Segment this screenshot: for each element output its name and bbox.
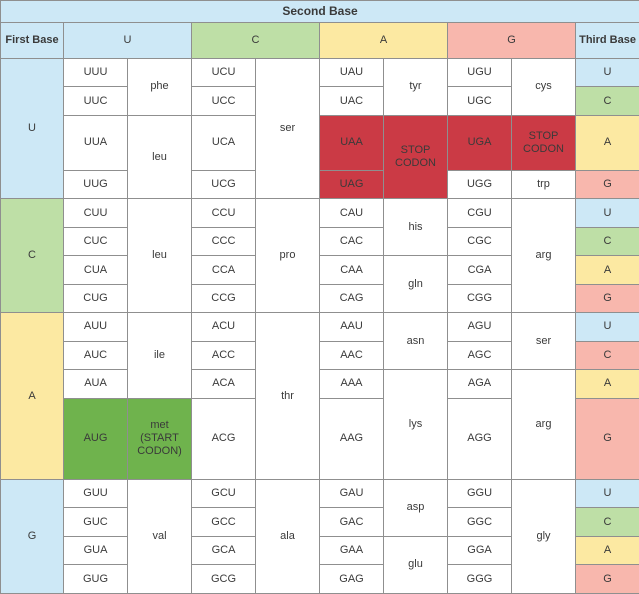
codon-table-body bbox=[1, 59, 639, 594]
amino-acid-cell: asp bbox=[384, 479, 448, 536]
amino-acid-cell: ser bbox=[512, 313, 576, 370]
codon-cell: AGG bbox=[448, 398, 512, 479]
codon-cell: AGC bbox=[448, 341, 512, 369]
codon-cell: AAG bbox=[320, 398, 384, 479]
codon-cell: UUU bbox=[64, 59, 128, 87]
third-base-cell: A bbox=[576, 370, 639, 398]
first-base-cell: U bbox=[1, 59, 64, 199]
codon-cell: ACC bbox=[192, 341, 256, 369]
column-header-row bbox=[1, 23, 639, 59]
codon-cell: GGG bbox=[448, 565, 512, 594]
third-base-cell: U bbox=[576, 59, 639, 87]
third-base-cell: A bbox=[576, 536, 639, 564]
codon-cell: GAA bbox=[320, 536, 384, 564]
third-base-cell: C bbox=[576, 341, 639, 369]
amino-acid-cell: met (START CODON) bbox=[128, 398, 192, 479]
codon-cell: GUG bbox=[64, 565, 128, 594]
codon-cell: AAA bbox=[320, 370, 384, 398]
codon-row bbox=[1, 199, 639, 227]
amino-acid-cell: leu bbox=[128, 199, 192, 313]
amino-acid-cell: val bbox=[128, 479, 192, 593]
codon-cell: AGU bbox=[448, 313, 512, 341]
third-base-cell: G bbox=[576, 170, 639, 198]
amino-acid-cell: his bbox=[384, 199, 448, 256]
codon-cell: UCU bbox=[192, 59, 256, 87]
codon-cell: UCC bbox=[192, 87, 256, 115]
amino-acid-cell: phe bbox=[128, 59, 192, 116]
codon-cell: GUU bbox=[64, 479, 128, 507]
codon-cell: AUG bbox=[64, 398, 128, 479]
third-base-cell: G bbox=[576, 398, 639, 479]
codon-cell: GCC bbox=[192, 508, 256, 536]
base-column-header-g: G bbox=[448, 23, 576, 59]
amino-acid-cell: arg bbox=[512, 370, 576, 480]
codon-cell: GCG bbox=[192, 565, 256, 594]
codon-cell: CGG bbox=[448, 284, 512, 312]
base-column-header-u: U bbox=[64, 23, 192, 59]
codon-cell: GCU bbox=[192, 479, 256, 507]
codon-cell: CAA bbox=[320, 256, 384, 284]
third-base-cell: G bbox=[576, 284, 639, 312]
first-base-header: First Base bbox=[1, 23, 64, 59]
codon-cell: GGU bbox=[448, 479, 512, 507]
codon-cell: CAG bbox=[320, 284, 384, 312]
base-column-header-a: A bbox=[320, 23, 448, 59]
second-base-title-row bbox=[1, 1, 639, 23]
codon-row bbox=[1, 479, 639, 507]
codon-cell: CAU bbox=[320, 199, 384, 227]
amino-acid-cell: leu bbox=[128, 115, 192, 198]
codon-cell: CGA bbox=[448, 256, 512, 284]
first-base-cell: C bbox=[1, 199, 64, 313]
amino-acid-cell: STOP CODON bbox=[384, 115, 448, 198]
codon-cell: GAC bbox=[320, 508, 384, 536]
codon-cell: UGA bbox=[448, 115, 512, 170]
first-base-cell: A bbox=[1, 313, 64, 480]
codon-cell: AUC bbox=[64, 341, 128, 369]
codon-cell: AAU bbox=[320, 313, 384, 341]
codon-cell: GAG bbox=[320, 565, 384, 594]
codon-cell: CUU bbox=[64, 199, 128, 227]
codon-cell: AUU bbox=[64, 313, 128, 341]
amino-acid-cell: asn bbox=[384, 313, 448, 370]
codon-cell: UGG bbox=[448, 170, 512, 198]
codon-cell: CAC bbox=[320, 227, 384, 255]
third-base-cell: U bbox=[576, 199, 639, 227]
codon-cell: AAC bbox=[320, 341, 384, 369]
first-base-cell: G bbox=[1, 479, 64, 593]
third-base-cell: A bbox=[576, 115, 639, 170]
codon-cell: UAU bbox=[320, 59, 384, 87]
codon-row bbox=[1, 115, 639, 170]
third-base-cell: C bbox=[576, 227, 639, 255]
codon-cell: AUA bbox=[64, 370, 128, 398]
amino-acid-cell: ala bbox=[256, 479, 320, 593]
codon-cell: CUG bbox=[64, 284, 128, 312]
third-base-cell: A bbox=[576, 256, 639, 284]
codon-row bbox=[1, 313, 639, 341]
codon-cell: CCG bbox=[192, 284, 256, 312]
codon-cell: CCC bbox=[192, 227, 256, 255]
codon-cell: AGA bbox=[448, 370, 512, 398]
amino-acid-cell: STOP CODON bbox=[512, 115, 576, 170]
codon-cell: CCA bbox=[192, 256, 256, 284]
codon-cell: UUG bbox=[64, 170, 128, 198]
second-base-title: Second Base bbox=[1, 1, 639, 23]
third-base-header: Third Base bbox=[576, 23, 639, 59]
codon-cell: UAG bbox=[320, 170, 384, 198]
amino-acid-cell: gln bbox=[384, 256, 448, 313]
amino-acid-cell: cys bbox=[512, 59, 576, 116]
third-base-cell: C bbox=[576, 508, 639, 536]
codon-cell: CUC bbox=[64, 227, 128, 255]
amino-acid-cell: trp bbox=[512, 170, 576, 198]
codon-cell: ACG bbox=[192, 398, 256, 479]
codon-cell: ACA bbox=[192, 370, 256, 398]
codon-cell: UGC bbox=[448, 87, 512, 115]
codon-cell: GCA bbox=[192, 536, 256, 564]
codon-cell: UCG bbox=[192, 170, 256, 198]
amino-acid-cell: arg bbox=[512, 199, 576, 313]
codon-cell: GAU bbox=[320, 479, 384, 507]
codon-cell: UCA bbox=[192, 115, 256, 170]
codon-row bbox=[1, 370, 639, 398]
amino-acid-cell: ser bbox=[256, 59, 320, 199]
amino-acid-cell: tyr bbox=[384, 59, 448, 116]
codon-cell: ACU bbox=[192, 313, 256, 341]
codon-cell: UGU bbox=[448, 59, 512, 87]
codon-cell: CCU bbox=[192, 199, 256, 227]
third-base-cell: U bbox=[576, 479, 639, 507]
amino-acid-cell: glu bbox=[384, 536, 448, 593]
codon-cell: GGA bbox=[448, 536, 512, 564]
codon-cell: UAC bbox=[320, 87, 384, 115]
third-base-cell: C bbox=[576, 87, 639, 115]
codon-cell: GGC bbox=[448, 508, 512, 536]
base-column-header-c: C bbox=[192, 23, 320, 59]
codon-cell: UUC bbox=[64, 87, 128, 115]
codon-cell: CGC bbox=[448, 227, 512, 255]
codon-cell: GUA bbox=[64, 536, 128, 564]
third-base-cell: G bbox=[576, 565, 639, 594]
amino-acid-cell: ile bbox=[128, 313, 192, 398]
codon-row bbox=[1, 170, 639, 198]
amino-acid-cell: thr bbox=[256, 313, 320, 480]
codon-cell: GUC bbox=[64, 508, 128, 536]
third-base-cell: U bbox=[576, 313, 639, 341]
codon-cell: CGU bbox=[448, 199, 512, 227]
codon-cell: UAA bbox=[320, 115, 384, 170]
amino-acid-cell: pro bbox=[256, 199, 320, 313]
amino-acid-cell: gly bbox=[512, 479, 576, 593]
codon-row bbox=[1, 59, 639, 87]
amino-acid-cell: lys bbox=[384, 370, 448, 480]
codon-cell: UUA bbox=[64, 115, 128, 170]
codon-cell: CUA bbox=[64, 256, 128, 284]
